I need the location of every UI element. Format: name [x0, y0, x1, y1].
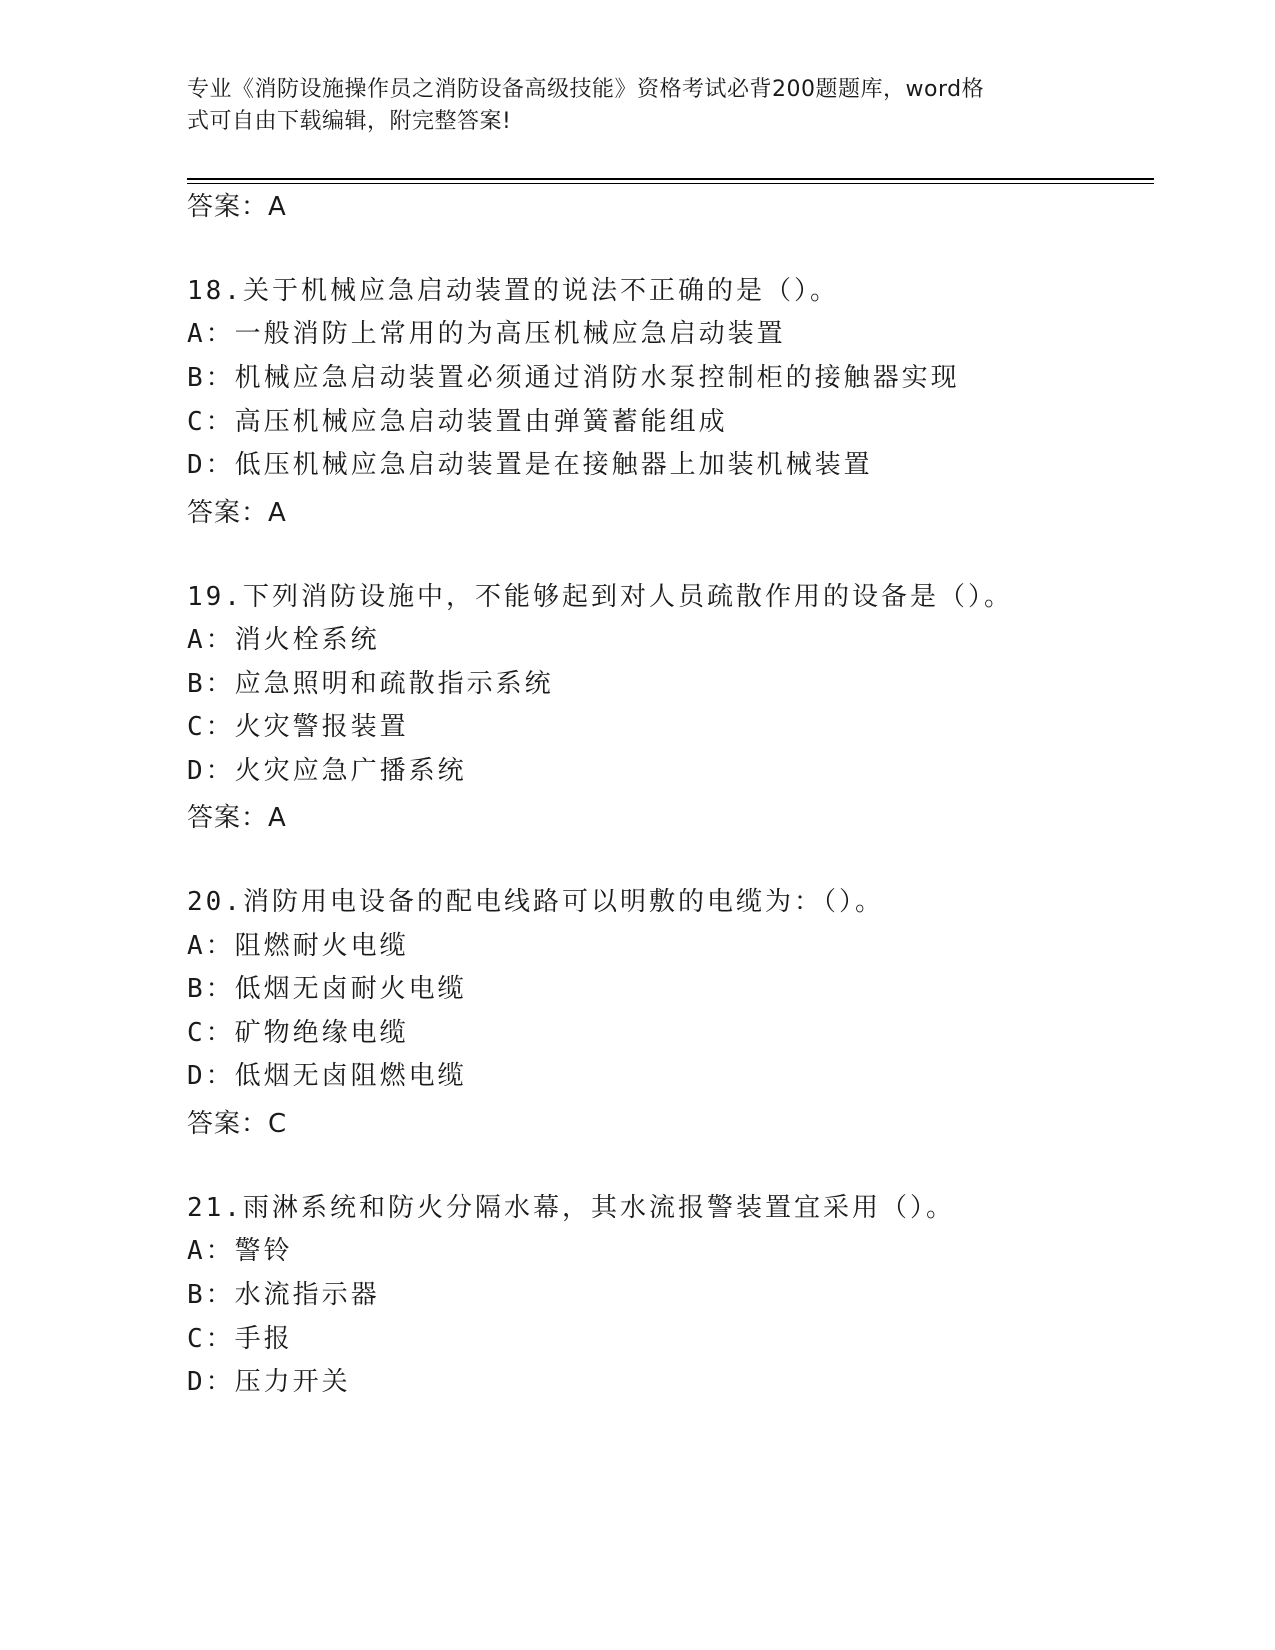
question-18-option-d: D：低压机械应急启动装置是在接触器上加装机械装置 [187, 450, 873, 480]
question-19-option-b: B：应急照明和疏散指示系统 [187, 669, 554, 699]
question-20-option-d: D：低烟无卤阻燃电缆 [187, 1061, 467, 1091]
question-18-option-b: B：机械应急启动装置必须通过消防水泵控制柜的接触器实现 [187, 363, 960, 393]
answer-18: 答案：A [187, 498, 287, 528]
answer-19: 答案：A [187, 803, 287, 833]
header-divider-thick [187, 178, 1154, 180]
question-19-option-c: C：火灾警报装置 [187, 712, 409, 742]
question-19: 19.下列消防设施中，不能够起到对人员疏散作用的设备是（）。 [187, 582, 1013, 612]
question-19-option-d: D：火灾应急广播系统 [187, 756, 467, 786]
header-line-2: 式可自由下载编辑，附完整答案! [187, 109, 512, 134]
question-21-option-b: B：水流指示器 [187, 1280, 380, 1310]
question-20-option-c: C：矿物绝缘电缆 [187, 1018, 409, 1048]
question-19-option-a: A：消火栓系统 [187, 625, 380, 655]
question-21-option-a: A：警铃 [187, 1236, 293, 1266]
question-21-option-d: D：压力开关 [187, 1367, 351, 1397]
question-21: 21.雨淋系统和防火分隔水幕，其水流报警装置宜采用（）。 [187, 1193, 955, 1223]
question-20: 20.消防用电设备的配电线路可以明敷的电缆为：（）。 [187, 887, 884, 917]
question-18-option-a: A：一般消防上常用的为高压机械应急启动装置 [187, 319, 786, 349]
document-header [187, 74, 1067, 138]
header-line-1: 专业《消防设施操作员之消防设备高级技能》资格考试必背200题题库，word格 [187, 77, 985, 102]
answer-17: 答案：A [187, 192, 287, 222]
question-21-option-c: C：手报 [187, 1324, 293, 1354]
question-20-option-a: A：阻燃耐火电缆 [187, 931, 409, 961]
question-20-option-b: B：低烟无卤耐火电缆 [187, 974, 467, 1004]
answer-20: 答案：C [187, 1109, 288, 1139]
header-divider-thin [187, 183, 1154, 184]
question-18-option-c: C：高压机械应急启动装置由弹簧蓄能组成 [187, 407, 728, 437]
question-18: 18.关于机械应急启动装置的说法不正确的是（）。 [187, 276, 839, 306]
